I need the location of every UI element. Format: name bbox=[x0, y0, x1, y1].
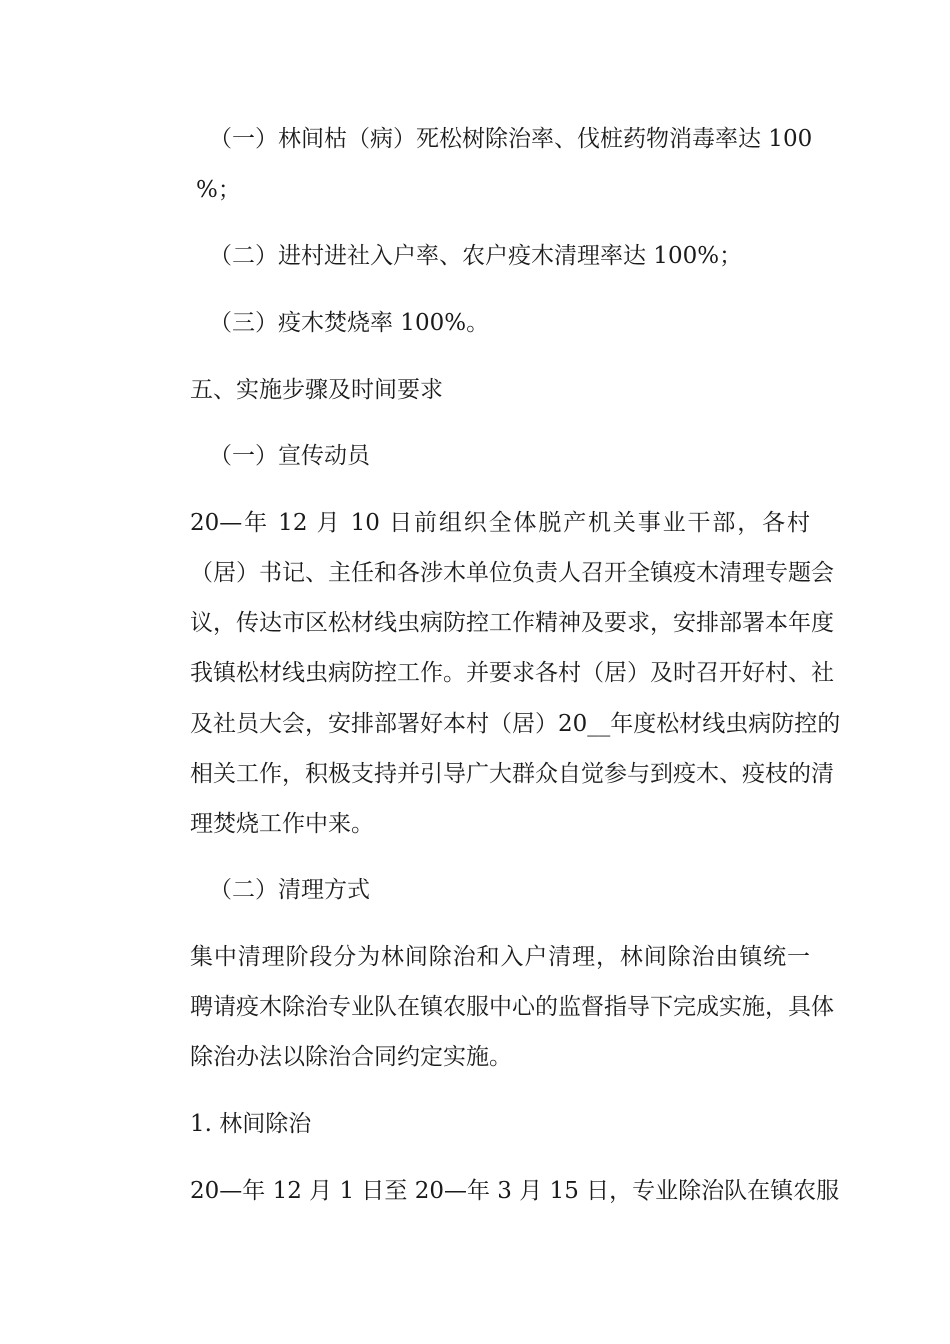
target-item-3: （三）疫木焚烧率 100%。 bbox=[209, 310, 490, 336]
subsection-publicity-heading: （一）宣传动员 bbox=[209, 443, 370, 469]
cleanup-paragraph-line: 除治办法以除治合同约定实施。 bbox=[190, 1044, 512, 1070]
publicity-paragraph-line: 我镇松材线虫病防控工作。并要求各村（居）及时召开好村、社 bbox=[190, 660, 834, 686]
publicity-paragraph-line: 相关工作，积极支持并引导广大群众自觉参与到疫木、疫枝的清 bbox=[190, 761, 834, 787]
subsection-cleanup-method-heading: （二）清理方式 bbox=[209, 877, 370, 903]
cleanup-paragraph-line: 集中清理阶段分为林间除治和入户清理，林间除治由镇统一 bbox=[190, 944, 810, 970]
forest-treatment-paragraph-line: 20—年 12 月 1 日至 20—年 3 月 15 日，专业除治队在镇农服 bbox=[190, 1178, 840, 1204]
publicity-paragraph-line: 20—年 12 月 10 日前组织全体脱产机关事业干部，各村 bbox=[190, 510, 810, 536]
target-item-1-line-1: （一）林间枯（病）死松树除治率、伐桩药物消毒率达 100 bbox=[209, 126, 813, 152]
publicity-paragraph-line: 及社员大会，安排部署好本村（居）20__年度松材线虫病防控的 bbox=[190, 711, 841, 737]
target-item-2: （二）进村进社入户率、农户疫木清理率达 100%； bbox=[209, 243, 743, 269]
cleanup-paragraph-line: 聘请疫木除治专业队在镇农服中心的监督指导下完成实施，具体 bbox=[190, 994, 834, 1020]
target-item-1-line-2: %； bbox=[196, 177, 241, 203]
publicity-paragraph-line: （居）书记、主任和各涉木单位负责人召开全镇疫木清理专题会 bbox=[190, 560, 834, 586]
publicity-paragraph-line: 理焚烧工作中来。 bbox=[190, 811, 374, 837]
section-5-heading: 五、实施步骤及时间要求 bbox=[190, 377, 443, 403]
forest-treatment-heading: 1. 林间除治 bbox=[190, 1111, 312, 1137]
publicity-paragraph-line: 议，传达市区松材线虫病防控工作精神及要求，安排部署本年度 bbox=[190, 610, 834, 636]
